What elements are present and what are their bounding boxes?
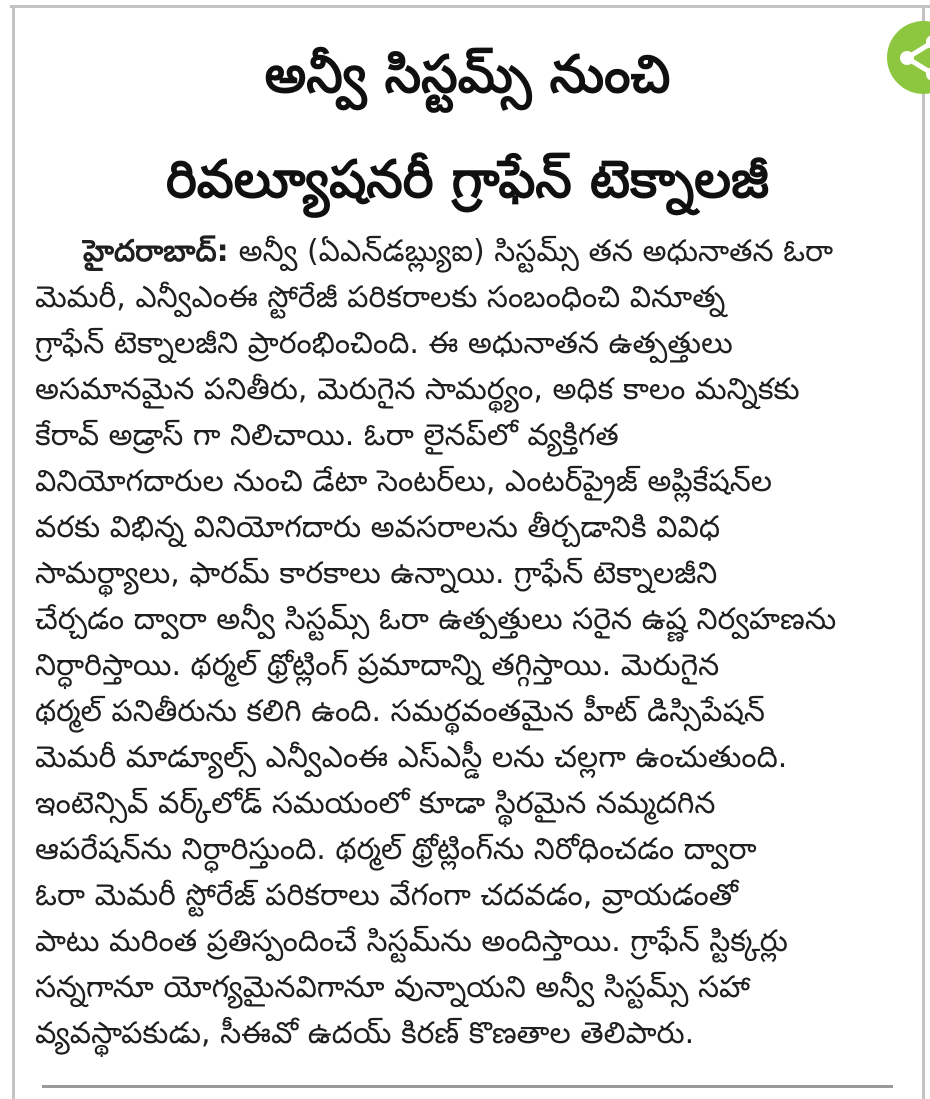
dateline: హైదరాబాద్: — [83, 234, 229, 269]
article-line: వరకు విభిన్న వినియోగదారు అవసరాలను తీర్చడానికి వివిధ — [35, 510, 721, 545]
article-line: గ్రాఫేన్ టెక్నాలజీని ప్రారంభించింది. ఈ అధునాతన ఉత్పత్తులు — [35, 326, 733, 361]
article-line: మెమరీ, ఎన్వీఎంఈ స్టోరేజీ పరికరాలకు సంబంధించి వినూత్న — [35, 280, 726, 315]
page-border-right — [922, 5, 925, 1099]
article-line: అసమానమైన పనితీరు, మెరుగైన సామర్థ్యం, అధిక కాలం మన్నికకు — [35, 372, 800, 407]
article-line-text: అన్వీ (ఏఎన్‌డబ్ల్యుఐ) సిస్టమ్స్ తన అధునాతన ఓరా — [238, 234, 834, 269]
page-border-left — [12, 5, 15, 1099]
article-line: పాటు మరింత ప్రతిస్పందించే సిస్టమ్‌ను అందిస్తాయి. గ్రాఫేన్ స్టిక్కర్లు — [35, 924, 788, 959]
page-border-top — [10, 5, 930, 8]
article-line: సన్నగానూ యోగ్యమైనవిగానూ వున్నాయని అన్వీ సిస్టమ్స్ సహా — [35, 970, 751, 1005]
article-line: కేరావ్ అడ్రాస్ గా నిలిచాయి. ఓరా లైనప్‌లో వ్యక్తిగత — [35, 418, 619, 453]
article-line: చేర్చడం ద్వారా అన్వీ సిస్టమ్స్ ఓరా ఉత్పత్తులు సరైన ఉష్ణ నిర్వహణను — [35, 602, 837, 637]
headline-line-2: రివల్యూషనరీ గ్రాఫేన్ టెక్నాలజీ — [165, 150, 770, 210]
article-line: సామర్థ్యాలు, ఫారమ్ కారకాలు ఉన్నాయి. గ్రాఫేన్ టెక్నాలజీని — [35, 556, 718, 591]
headline-line-1: అన్వీ సిస్టమ్స్ నుంచి — [264, 45, 671, 105]
article-body — [35, 229, 905, 1057]
article-line: వినియోగదారుల నుంచి డేటా సెంటర్‌లు, ఎంటర్‌ప్రైజ్ అప్లికేషన్‌ల — [35, 464, 773, 499]
share-icon — [887, 21, 930, 94]
bottom-divider — [42, 1085, 893, 1088]
article-line: వ్యవస్థాపకుడు, సీఈవో ఉదయ్ కిరణ్ కొణతాల తెలిపారు. — [35, 1016, 695, 1051]
article-line — [35, 229, 905, 275]
article-line: ఆపరేషన్‌ను నిర్ధారిస్తుంది. థర్మల్ థ్రోట్లింగ్‌ను నిరోధించడం ద్వారా — [35, 832, 757, 867]
article-line: ఇంటెన్సివ్ వర్క్‌లోడ్ సమయంలో కూడా స్థిరమైన నమ్మదగిన — [35, 786, 716, 821]
article-line: మెమరీ మాడ్యూల్స్ ఎన్వీఎంఈ ఎస్ఎస్డీ లను చల్లగా ఉంచుతుంది. — [35, 740, 788, 775]
article-line: నిర్ధారిస్తాయి. థర్మల్ థ్రోట్లింగ్ ప్రమాదాన్ని తగ్గిస్తాయి. మెరుగైన — [35, 648, 720, 683]
article-line: థర్మల్ పనితీరును కలిగి ఉంది. సమర్థవంతమైన హీట్ డిస్సిపేషన్ — [35, 694, 765, 729]
share-button[interactable] — [887, 21, 930, 94]
article-line: ఓరా మెమరీ స్టోరేజ్ పరికరాలు వేగంగా చదవడం, వ్రాయడంతో — [35, 878, 739, 913]
